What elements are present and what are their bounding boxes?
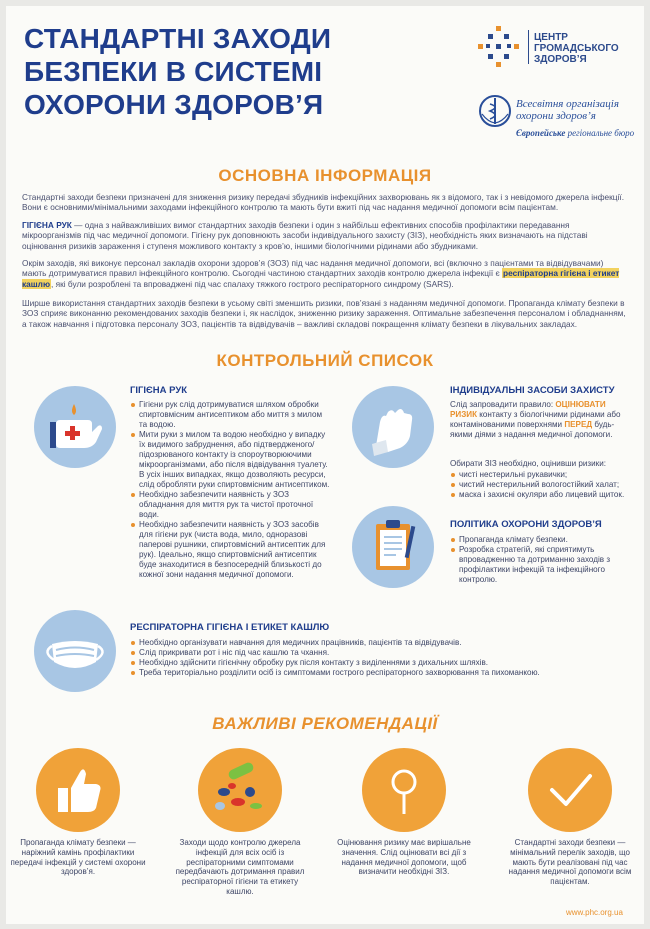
list-item: чисті нестерильні рукавички; <box>450 470 636 480</box>
rec-circle-2 <box>198 748 282 832</box>
ppe-circle <box>352 386 434 468</box>
main-info-paragraph-2: ГІГІЄНА РУК — одна з найважливіших вимог стандартних заходів безпеки і один з найбільш ефективних способів профілактики передавання мікроорганізмів під час медичної допомоги. Гігієну рук доповнюють засоби індивідуального захисту (ЗІЗ), необхідність яких визначають на підставі оцінювання ризиків зараження і ступеня можливого контакту з кров’ю, іншими біологічними рідинами або збудниками. <box>22 220 588 251</box>
poster <box>6 6 644 924</box>
list-item: Необхідно забезпечити наявність у ЗОЗ засобів для гігієни рук (чиста вода, мило, одноразові паперові рушники, спиртовмісний антисептик для рук). Ідеально, якщо спиртовмісний антисептик буде знаходитися в безпосередній близькості до кожної зони надання медичної допомоги. <box>130 520 332 580</box>
recommendation-4: Стандартні заходи безпеки — мінімальний перелік заходів, що мають бути реалізовані під час надання медичної допомоги всім пацієнтам. <box>508 838 632 887</box>
main-info-paragraph-3: Окрім заходів, які виконує персонал закладів охорони здоров’я (ЗОЗ) під час надання медичної допомоги, всі (включно з пацієнтами та відвідувачами) мають дотримуватися правил інфекційного контролю. Сьогодні частиною стандартних заходів контролю джерела інфекції є респіраторна гігієна і етикет кашлю, які були розроблені та впроваджені під час спалаху тяжкого гострого респіраторного синдрому (SARS). <box>22 258 620 289</box>
recommendation-1: Пропаганда клімату безпеки — наріжний камінь профілактики передачі інфекцій у системі охорони здоров’я. <box>10 838 146 877</box>
list-item: Треба територіально розділити осіб із симптомами гострого респіраторного захворювання та пихоманкою. <box>130 668 630 678</box>
who-emblem-icon <box>478 94 512 128</box>
list-item: маска і захисні окуляри або лицевий щиток. <box>450 490 636 500</box>
hand-hygiene-circle <box>34 386 116 468</box>
list-item: чистий нестерильний вологостійкий халат; <box>450 480 636 490</box>
who-logo-text: Всесвітня організація охорони здоров’я <box>516 98 619 122</box>
glove-icon <box>352 386 434 468</box>
respiratory-highlight: респіраторна гігієна і етикет кашлю <box>22 268 620 289</box>
poster-title <box>24 22 444 121</box>
respiratory-circle <box>34 610 116 692</box>
title-line-1: СТАНДАРТНІ ЗАХОДИ <box>24 23 332 54</box>
footer-url[interactable]: www.phc.org.ua <box>566 908 623 917</box>
checkmark-icon <box>528 748 612 832</box>
hand-hygiene-title: ГІГІЄНА РУК <box>130 385 188 396</box>
hand-sanitizer-icon <box>34 386 116 468</box>
rec-circle-4 <box>528 748 612 832</box>
title-line-2: БЕЗПЕКИ В СИСТЕМІ <box>24 56 323 87</box>
recommendations-heading: ВАЖЛИВІ РЕКОМЕНДАЦІЇ <box>212 714 438 733</box>
list-item: Необхідно здійснити гігієнічну обробку рук після контакту з виділеннями з дихальних шляхів. <box>130 658 630 668</box>
phc-emblem-icon <box>476 24 522 70</box>
list-item: Слід прикривати рот і ніс під час кашлю та чхання. <box>130 648 630 658</box>
phc-logo <box>476 24 636 74</box>
title-line-3: ОХОРОНИ ЗДОРОВ’Я <box>24 89 324 120</box>
recommendation-3: Оцінювання ризику має вирішальне значення. Слід оцінювати всі дії з надання медичної допомоги, щоб визначити необхідні ЗІЗ. <box>337 838 471 877</box>
clipboard-icon <box>352 506 434 588</box>
list-item: Пропаганда клімату безпеки. <box>450 535 628 545</box>
rec-circle-1 <box>36 748 120 832</box>
ppe-list <box>450 470 636 500</box>
phc-logo-text: ЦЕНТР ГРОМАДСЬКОГО ЗДОРОВ’Я <box>534 32 619 65</box>
main-info-paragraph-4: Ширше використання стандартних заходів безпеки в усьому світі зменшить ризики, пов’язані з наданням медичної допомоги. Пропаганда клімату безпеки в ЗОЗ сприяє виконанню рекомендованих заходів безпеки і, як наслідок, зниженню ризику зараження. Оптимальне забезпечення персоналом і обладнанням, а також навчання і підготовка персоналу ЗОЗ, пацієнтів та відвідувачів – важливі складові покращення клімату безпеки в лікувальних закладах. <box>22 298 626 329</box>
list-item: Гігієни рук слід дотримуватися шляхом обробки спиртовмісним антисептиком або миття з милом та водою. <box>130 400 332 430</box>
list-item: Необхідно забезпечити наявність у ЗОЗ обладнання для миття рук та чистої проточної води. <box>130 490 332 520</box>
who-region: Європейське регіональне бюро <box>516 128 635 138</box>
main-info-paragraph-1: Стандартні заходи безпеки призначені для зниження ризику передачі збудників інфекційних захворювань як з відомого, так і з невідомого джерела інфекції. Вони є основними/мінімальними заходами інфекційного контролю та мають бути вжиті під час надання медичної допомоги всім пацієнтам. <box>22 192 625 213</box>
policy-title: ПОЛІТИКА ОХОРОНИ ЗДОРОВ’Я <box>450 519 602 530</box>
policy-list <box>450 535 628 585</box>
respiratory-list <box>130 638 630 678</box>
recommendation-2: Заходи щодо контролю джерела інфекцій для всіх осіб із респіраторними симптомами передбачають дотримання правил респіраторної гігієни та етикету кашлю. <box>175 838 305 896</box>
ppe-title: ІНДИВІДУАЛЬНІ ЗАСОБИ ЗАХИСТУ <box>450 385 615 396</box>
policy-circle <box>352 506 434 588</box>
bacteria-icon <box>198 748 282 832</box>
hand-hygiene-list <box>130 400 332 580</box>
face-mask-icon <box>34 610 116 692</box>
list-item: Необхідно організувати навчання для медичних працівників, пацієнтів та відвідувачів. <box>130 638 630 648</box>
who-logo <box>476 92 636 142</box>
main-info-heading: ОСНОВНА ІНФОРМАЦІЯ <box>218 166 432 185</box>
ppe-choose-label: Обирати ЗІЗ необхідно, оцінивши ризики: <box>450 459 606 468</box>
respiratory-title: РЕСПІРАТОРНА ГІГІЄНА І ЕТИКЕТ КАШЛЮ <box>130 622 330 633</box>
list-item: Розробка стратегій, які сприятимуть впровадженню та дотриманню заходів з профілактики інфекцій та інфекційного контролю. <box>450 545 628 585</box>
magnifier-icon <box>362 748 446 832</box>
rec-circle-3 <box>362 748 446 832</box>
checklist-heading: КОНТРОЛЬНИЙ СПИСОК <box>216 351 434 370</box>
thumbs-up-icon <box>36 748 120 832</box>
list-item: Мити руки з милом та водою необхідно у випадку їх видимого забруднення, або підтвердженого/підозрюваного контакту із спороутворюючими мікроорганізмами, або після відвідування туалету. В усіх інших випадках, якщо дозволяють ресурси, слід обробляти руки спиртовмісним антисептиком. <box>130 430 332 490</box>
ppe-intro: Слід запровадити правило: ОЦІНЮВАТИ РИЗИК контакту з біологічними рідинами або контамінованими поверхнями ПЕРЕД будь-якими діями з надання медичної допомоги. <box>450 400 621 439</box>
